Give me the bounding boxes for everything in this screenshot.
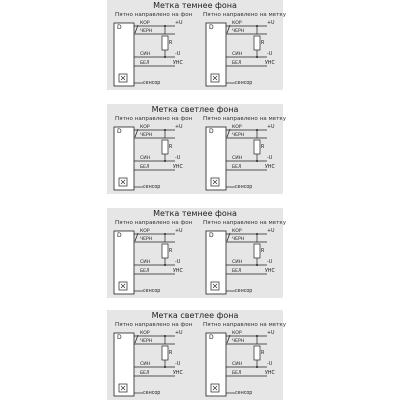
terminal-label: КОР <box>232 229 242 234</box>
sensor-box <box>206 23 226 86</box>
sensor-label: сенсор <box>143 185 161 190</box>
right-circuit-caption: Пятно направлено на метку <box>203 322 287 328</box>
diagram-panel <box>107 104 287 194</box>
terminal-label: БЕЛ <box>232 61 242 66</box>
plus-ub-label: +U <box>267 331 275 336</box>
load-label: R <box>169 145 173 150</box>
terminal-label: СИН <box>232 156 243 161</box>
terminal-label: СИН <box>232 362 243 367</box>
sensor-box <box>114 23 134 86</box>
terminal-label: КОР <box>232 331 242 336</box>
terminal-label: КОР <box>140 125 150 130</box>
junction-dot <box>256 366 258 368</box>
terminal-label: КОР <box>232 21 242 26</box>
sensor-letter: D <box>209 334 214 341</box>
panel-title: Метка светлее фона <box>151 105 239 114</box>
left-circuit-caption: Пятно направлено на фон <box>115 322 193 328</box>
panel-title: Метка светлее фона <box>151 311 239 320</box>
junction-dot <box>164 129 166 131</box>
load-resistor <box>162 346 168 360</box>
terminal-label: БЕЛ <box>232 371 242 376</box>
terminal-label: СИН <box>232 260 243 265</box>
unc-label: УНС <box>173 165 183 170</box>
sensor-box <box>114 127 134 190</box>
load-label: R <box>261 351 265 356</box>
terminal-label: КОР <box>140 21 150 26</box>
junction-dot <box>164 56 166 58</box>
minus-ub-label: -U <box>267 156 273 161</box>
load-resistor <box>254 140 260 154</box>
minus-ub-label: -U <box>175 362 181 367</box>
plus-ub-label: +U <box>175 21 183 26</box>
terminal-label: ЧЕРН <box>140 237 153 242</box>
junction-dot <box>164 25 166 27</box>
plus-ub-label: +U <box>175 331 183 336</box>
left-circuit-caption: Пятно направлено на фон <box>115 12 193 18</box>
load-label: R <box>169 41 173 46</box>
left-circuit-caption: Пятно направлено на фон <box>115 220 193 226</box>
terminal-label: СИН <box>140 52 151 57</box>
sensor-label: сенсор <box>235 81 253 86</box>
sensor-box <box>114 231 134 294</box>
terminal-label: ЧЕРН <box>140 133 153 138</box>
diagram-panel <box>107 310 287 400</box>
junction-dot <box>164 335 166 337</box>
plus-ub-label: +U <box>175 125 183 130</box>
wiring-diagram <box>107 104 283 194</box>
load-label: R <box>169 249 173 254</box>
junction-dot <box>164 264 166 266</box>
load-label: R <box>169 351 173 356</box>
sensor-box <box>206 231 226 294</box>
sensor-label: сенсор <box>143 81 161 86</box>
terminal-label: ЧЕРН <box>140 339 153 344</box>
junction-dot <box>256 56 258 58</box>
wiring-diagram <box>107 310 283 400</box>
sensor-label: сенсор <box>235 391 253 396</box>
minus-ub-label: -U <box>267 260 273 265</box>
unc-label: УНС <box>265 61 275 66</box>
terminal-label: КОР <box>140 331 150 336</box>
unc-label: УНС <box>173 61 183 66</box>
unc-label: УНС <box>173 269 183 274</box>
minus-ub-label: -U <box>267 362 273 367</box>
junction-dot <box>256 25 258 27</box>
terminal-label: БЕЛ <box>140 165 150 170</box>
load-resistor <box>162 244 168 258</box>
junction-dot <box>256 233 258 235</box>
load-label: R <box>261 41 265 46</box>
junction-dot <box>164 160 166 162</box>
sensor-box <box>206 333 226 396</box>
load-label: R <box>261 145 265 150</box>
terminal-label: СИН <box>232 52 243 57</box>
sensor-label: сенсор <box>235 289 253 294</box>
sensor-letter: D <box>209 232 214 239</box>
terminal-label: БЕЛ <box>232 269 242 274</box>
sensor-label: сенсор <box>143 289 161 294</box>
plus-ub-label: +U <box>267 229 275 234</box>
left-circuit-caption: Пятно направлено на фон <box>115 116 193 122</box>
terminal-label: ЧЕРН <box>232 339 245 344</box>
junction-dot <box>164 366 166 368</box>
load-resistor <box>254 244 260 258</box>
terminal-label: БЕЛ <box>140 61 150 66</box>
sensor-label: сенсор <box>235 185 253 190</box>
terminal-label: КОР <box>232 125 242 130</box>
plus-ub-label: +U <box>267 125 275 130</box>
minus-ub-label: -U <box>175 52 181 57</box>
sensor-letter: D <box>117 24 122 31</box>
junction-dot <box>256 264 258 266</box>
sensor-box <box>114 333 134 396</box>
terminal-label: ЧЕРН <box>232 133 245 138</box>
right-circuit-caption: Пятно направлено на метку <box>203 116 287 122</box>
minus-ub-label: -U <box>175 260 181 265</box>
terminal-label: БЕЛ <box>232 165 242 170</box>
junction-dot <box>256 129 258 131</box>
diagram-panel <box>107 208 287 298</box>
unc-label: УНС <box>265 269 275 274</box>
diagram-panel <box>107 0 287 90</box>
panel-title: Метка темнее фона <box>153 1 237 10</box>
sensor-letter: D <box>117 334 122 341</box>
panel-title: Метка темнее фона <box>153 209 237 218</box>
unc-label: УНС <box>265 165 275 170</box>
sensor-letter: D <box>117 232 122 239</box>
plus-ub-label: +U <box>175 229 183 234</box>
load-label: R <box>261 249 265 254</box>
terminal-label: ЧЕРН <box>232 29 245 34</box>
unc-label: УНС <box>173 371 183 376</box>
junction-dot <box>164 233 166 235</box>
sensor-label: сенсор <box>143 391 161 396</box>
terminal-label: СИН <box>140 156 151 161</box>
wiring-diagram <box>107 208 283 298</box>
junction-dot <box>256 335 258 337</box>
terminal-label: СИН <box>140 260 151 265</box>
wiring-diagram <box>107 0 283 90</box>
load-resistor <box>162 140 168 154</box>
right-circuit-caption: Пятно направлено на метку <box>203 220 287 226</box>
minus-ub-label: -U <box>267 52 273 57</box>
sensor-letter: D <box>209 24 214 31</box>
terminal-label: ЧЕРН <box>140 29 153 34</box>
load-resistor <box>162 36 168 50</box>
sensor-letter: D <box>117 128 122 135</box>
terminal-label: ЧЕРН <box>232 237 245 242</box>
minus-ub-label: -U <box>175 156 181 161</box>
right-circuit-caption: Пятно направлено на метку <box>203 12 287 18</box>
terminal-label: СИН <box>140 362 151 367</box>
unc-label: УНС <box>265 371 275 376</box>
junction-dot <box>256 160 258 162</box>
sensor-box <box>206 127 226 190</box>
plus-ub-label: +U <box>267 21 275 26</box>
terminal-label: КОР <box>140 229 150 234</box>
terminal-label: БЕЛ <box>140 371 150 376</box>
load-resistor <box>254 36 260 50</box>
load-resistor <box>254 346 260 360</box>
sensor-letter: D <box>209 128 214 135</box>
terminal-label: БЕЛ <box>140 269 150 274</box>
